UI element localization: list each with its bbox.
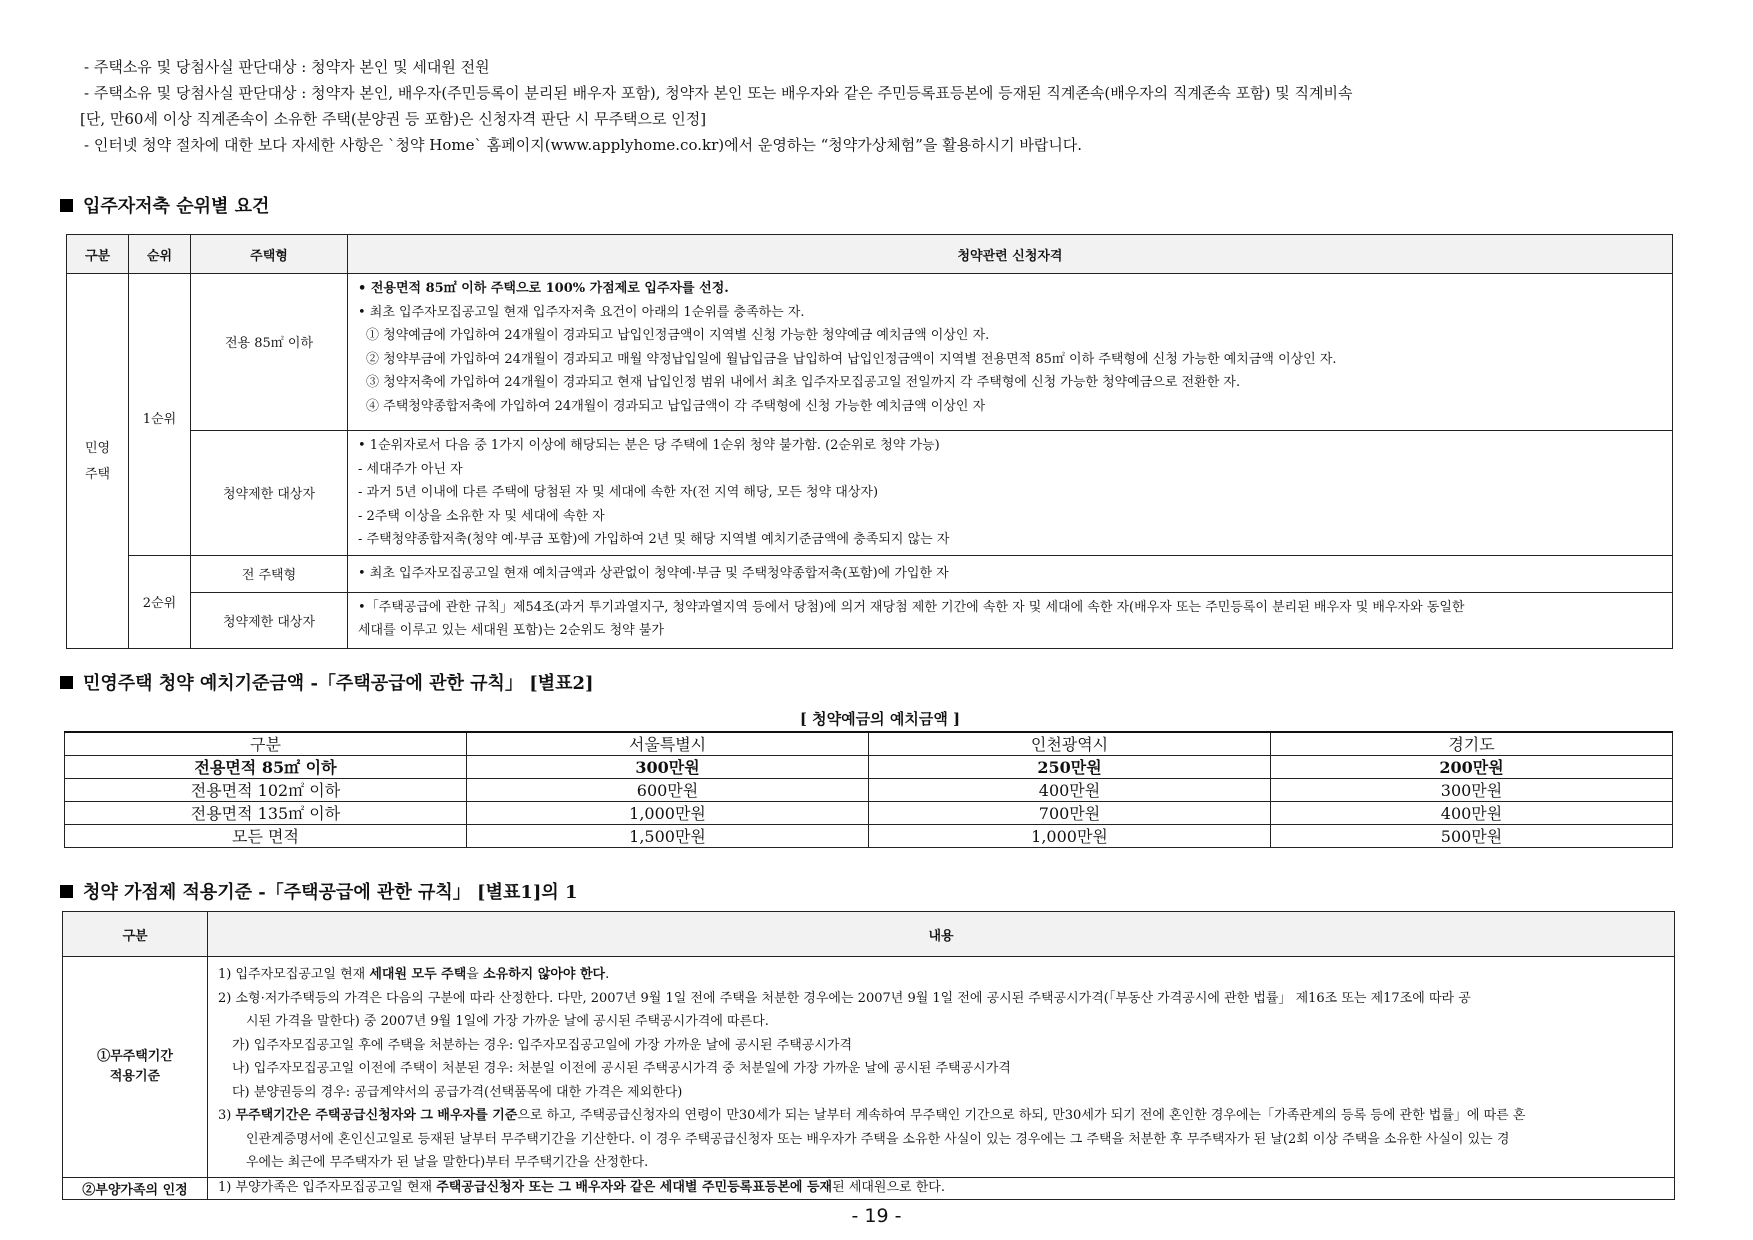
header-cell: 내용 xyxy=(208,912,1675,957)
table-cell: 250만원 xyxy=(869,756,1271,779)
table-row xyxy=(65,802,1673,825)
table-cell: 모든 면적 xyxy=(65,825,467,848)
qualification-line: ② 청약부금에 가입하여 24개월이 경과되고 매월 약정납입일에 월납입금을 납입하여 납입인정금액이 지역별 전용면적 85㎡ 이하 주택형에 신청 가능한 예치금액 이상인 자. xyxy=(366,351,1337,367)
table-cell: 600만원 xyxy=(467,779,869,802)
section-title-text: 입주자저축 순위별 요건 xyxy=(83,196,270,217)
qualification-line: ① 청약예금에 가입하여 24개월이 경과되고 납입인정금액이 지역별 신청 가능한 청약예금 예치금액 이상인 자. xyxy=(366,328,990,343)
qualification-line: • 최초 입주자모집공고일 현재 예치금액과 상관없이 청약예·부금 및 주택청약종합저축(포함)에 가입한 자 xyxy=(358,565,949,581)
qualification-line: • 최초 입주자모집공고일 현재 입주자저축 요건이 아래의 1순위를 충족하는 자. xyxy=(358,304,805,320)
qualification-line: - 주택청약종합저축(청약 예·부금 포함)에 가입하여 2년 및 해당 지역별 예치기준금액에 충족되지 않는 자 xyxy=(358,532,950,547)
qualification-line: •「주택공급에 관한 규칙」제54조(과거 투기과열지구, 청약과열지역 등에서 당첨)에 의거 재당첨 제한 기간에 속한 자 및 세대에 속한 자(배우자 또는 주민등록이 분리된 배우자 및 배우자와 동일한 xyxy=(358,599,1465,615)
table-header-row xyxy=(67,235,1673,274)
table-cell: 전용면적 135㎡ 이하 xyxy=(65,802,467,825)
point-system-table xyxy=(62,911,1675,1200)
text-run: 으로 하고, 주택공급신청자의 연령이 만30세가 되는 날부터 계속하여 무주택인 기간으로 하되, 만30세가 되기 전에 혼인한 경우에는「가족관계의 등록 등에 관한 법률」에 따른 혼 xyxy=(517,1108,1526,1123)
header-cell: 청약관련 신청자격 xyxy=(348,235,1673,274)
criteria-content-cell xyxy=(208,957,1675,1178)
table-cell: 700만원 xyxy=(869,802,1271,825)
table-row xyxy=(65,825,1673,848)
page-number: - 19 - xyxy=(851,1205,902,1227)
qualification-cell xyxy=(348,555,1673,592)
header-cell: 구분 xyxy=(63,912,208,957)
criteria-content-cell xyxy=(208,1177,1675,1199)
table-header-row xyxy=(63,912,1675,957)
content-line: 우에는 최근에 무주택자가 된 날을 말한다)부터 무주택기간을 산정한다. xyxy=(246,1155,649,1170)
header-cell: 경기도 xyxy=(1271,732,1673,756)
content-line: 인관계증명서에 혼인신고일로 등재된 날부터 무주택기간을 기산한다. 이 경우 주택공급신청자 또는 배우자가 주택을 소유한 사실이 있는 경우에는 그 주택을 처분한 후 무주택자가 된 날(2회 이상 주택을 소유한 사실이 있는 경 xyxy=(246,1131,1510,1147)
table-cell: 400만원 xyxy=(1271,802,1673,825)
house-type-cell xyxy=(191,431,348,556)
content-line: 나) 입주자모집공고일 이전에 주택이 처분된 경우: 처분일 이전에 공시된 주택공시가격 중 처분일에 가장 가까운 날에 공시된 주택공시가격 xyxy=(232,1061,1011,1076)
criteria-label: 적용기준 xyxy=(109,1068,161,1084)
deposit-table-caption: [ 청약예금의 예치금액 ] xyxy=(799,710,961,728)
qualification-cell xyxy=(348,274,1673,431)
house-type-label: 전 주택형 xyxy=(241,568,297,583)
intro-notes xyxy=(80,54,1704,158)
house-type-cell xyxy=(191,592,348,648)
section-title-deposit-amount xyxy=(60,669,594,695)
qualification-cell xyxy=(348,431,1673,556)
text-run-bold: 세대원 모두 주택 xyxy=(369,967,467,982)
text-run-bold: 소유하지 않아야 한다 xyxy=(483,967,606,982)
table-cell: 400만원 xyxy=(869,779,1271,802)
text-run: 된 세대원으로 한다. xyxy=(832,1179,945,1195)
intro-line: - 인터넷 청약 절차에 대한 보다 자세한 사항은 `청약 Home` 홈페이지(www.applyhome.co.kr)에서 운영하는 “청약가상체험”을 활용하시기 바랍니다. xyxy=(84,136,1083,154)
section-title-text: 민영주택 청약 예치기준금액 -「주택공급에 관한 규칙」 [별표2] xyxy=(83,673,594,694)
header-cell: 인천광역시 xyxy=(869,732,1271,756)
criteria-label-cell xyxy=(63,1177,208,1199)
qualification-line: - 세대주가 아닌 자 xyxy=(358,461,463,477)
table-row xyxy=(63,957,1675,1178)
intro-line: - 주택소유 및 당첨사실 판단대상 : 청약자 본인 및 세대원 전원 xyxy=(84,58,490,76)
savings-rank-table xyxy=(66,234,1673,649)
content-line: 가) 입주자모집공고일 후에 주택을 처분하는 경우: 입주자모집공고일에 가장 가까운 날에 공시된 주택공시가격 xyxy=(232,1037,853,1053)
table-row xyxy=(67,274,1673,431)
section-title-point-system xyxy=(60,878,578,904)
category-cell xyxy=(67,274,129,649)
intro-line: [단, 만60세 이상 직계존속이 소유한 주택(분양권 등 포함)은 신청자격 판단 시 무주택으로 인정] xyxy=(80,110,707,128)
table-cell: 300만원 xyxy=(1271,779,1673,802)
criteria-label: ①무주택기간 xyxy=(97,1048,173,1064)
content-line: 시된 가격을 말한다) 중 2007년 9월 1일에 가장 가까운 날에 공시된 주택공시가격에 따른다. xyxy=(246,1014,769,1029)
text-run-bold: 무주택기간은 주택공급신청자와 그 배우자를 기준 xyxy=(235,1108,518,1123)
intro-line: - 주택소유 및 당첨사실 판단대상 : 청약자 본인, 배우자(주민등록이 분리된 배우자 포함), 청약자 본인 또는 배우자와 같은 주민등록표등본에 등재된 직계존속(배우자의 직계존속 포함) 및 직계비속 xyxy=(84,84,1353,102)
house-type-cell xyxy=(191,555,348,592)
qualification-line: • 1순위자로서 다음 중 1가지 이상에 해당되는 분은 당 주택에 1순위 청약 불가함. (2순위로 청약 가능) xyxy=(358,438,940,453)
table-cell: 1,000만원 xyxy=(467,802,869,825)
rank-cell-1 xyxy=(129,274,191,556)
header-cell: 순위 xyxy=(129,235,191,274)
header-cell: 구분 xyxy=(65,732,467,756)
square-bullet-icon xyxy=(60,676,73,689)
table-row xyxy=(67,555,1673,592)
table-row xyxy=(67,592,1673,648)
qualification-line: • 전용면적 85㎡ 이하 주택으로 100% 가점제로 입주자를 선정. xyxy=(358,281,729,296)
text-run: . xyxy=(605,967,610,982)
rank-cell-2 xyxy=(129,555,191,648)
qualification-line: ④ 주택청약종합저축에 가입하여 24개월이 경과되고 납입금액이 각 주택형에 신청 가능한 예치금액 이상인 자 xyxy=(366,398,986,414)
table-cell: 200만원 xyxy=(1271,756,1673,779)
square-bullet-icon xyxy=(60,199,73,212)
rank-label: 1순위 xyxy=(142,412,177,427)
text-run: 3) xyxy=(218,1108,236,1123)
section-title-savings-rank xyxy=(60,192,269,218)
qualification-line: 세대를 이루고 있는 세대원 포함)는 2순위도 청약 불가 xyxy=(358,623,664,638)
header-cell: 구분 xyxy=(67,235,129,274)
criteria-label-cell xyxy=(63,957,208,1178)
table-row xyxy=(65,779,1673,802)
table-cell: 전용면적 102㎡ 이하 xyxy=(65,779,467,802)
content-line xyxy=(218,963,1664,987)
table-cell: 300만원 xyxy=(467,756,869,779)
content-line: 2) 소형·저가주택등의 가격은 다음의 구분에 따라 산정한다. 다만, 2007년 9월 1일 전에 주택을 처분한 경우에는 2007년 9월 1일 전에 공시된 주택공시가격(「부동산 가격공시에 관한 법률」 제16조 또는 제17조에 따라 공 xyxy=(218,990,1471,1006)
table-header-row xyxy=(65,732,1673,756)
house-type-label: 청약제한 대상자 xyxy=(222,487,316,503)
house-type-label: 전용 85㎡ 이하 xyxy=(224,335,314,351)
house-type-label: 청약제한 대상자 xyxy=(222,614,316,630)
qualification-line: - 과거 5년 이내에 다른 주택에 당첨된 자 및 세대에 속한 자(전 지역 해당, 모든 청약 대상자) xyxy=(358,485,879,500)
table-cell: 1,000만원 xyxy=(869,825,1271,848)
table-cell: 전용면적 85㎡ 이하 xyxy=(65,756,467,779)
header-cell: 서울특별시 xyxy=(467,732,869,756)
rank-label: 2순위 xyxy=(142,596,177,611)
content-line xyxy=(218,1104,1664,1128)
header-cell: 주택형 xyxy=(191,235,348,274)
text-run: 1) 입주자모집공고일 현재 xyxy=(218,967,370,982)
qualification-line: ③ 청약저축에 가입하여 24개월이 경과되고 현재 납입인정 범위 내에서 최초 입주자모집공고일 전일까지 각 주택형에 신청 가능한 청약예금으로 전환한 자. xyxy=(366,375,1241,390)
table-row xyxy=(67,431,1673,556)
text-run-bold: 주택공급신청자 또는 그 배우자와 같은 세대별 주민등록표등본에 등재 xyxy=(436,1179,833,1195)
section-title-text: 청약 가점제 적용기준 -「주택공급에 관한 규칙」 [별표1]의 1 xyxy=(83,882,578,903)
qualification-cell xyxy=(348,592,1673,648)
text-run: 을 xyxy=(466,967,483,982)
house-type-cell xyxy=(191,274,348,431)
table-cell: 500만원 xyxy=(1271,825,1673,848)
deposit-amount-table xyxy=(64,731,1673,848)
table-row xyxy=(65,756,1673,779)
square-bullet-icon xyxy=(60,885,73,898)
criteria-label: ②부양가족의 인정 xyxy=(82,1182,188,1198)
content-line xyxy=(218,1178,1664,1198)
content-line: 다) 분양권등의 경우: 공급계약서의 공급가격(선택품목에 대한 가격은 제외한다) xyxy=(232,1084,683,1100)
qualification-line: - 2주택 이상을 소유한 자 및 세대에 속한 자 xyxy=(358,508,605,524)
category-label: 민영 주택 xyxy=(84,440,111,482)
table-row xyxy=(63,1177,1675,1199)
text-run: 1) 부양가족은 입주자모집공고일 현재 xyxy=(218,1179,437,1195)
table-cell: 1,500만원 xyxy=(467,825,869,848)
